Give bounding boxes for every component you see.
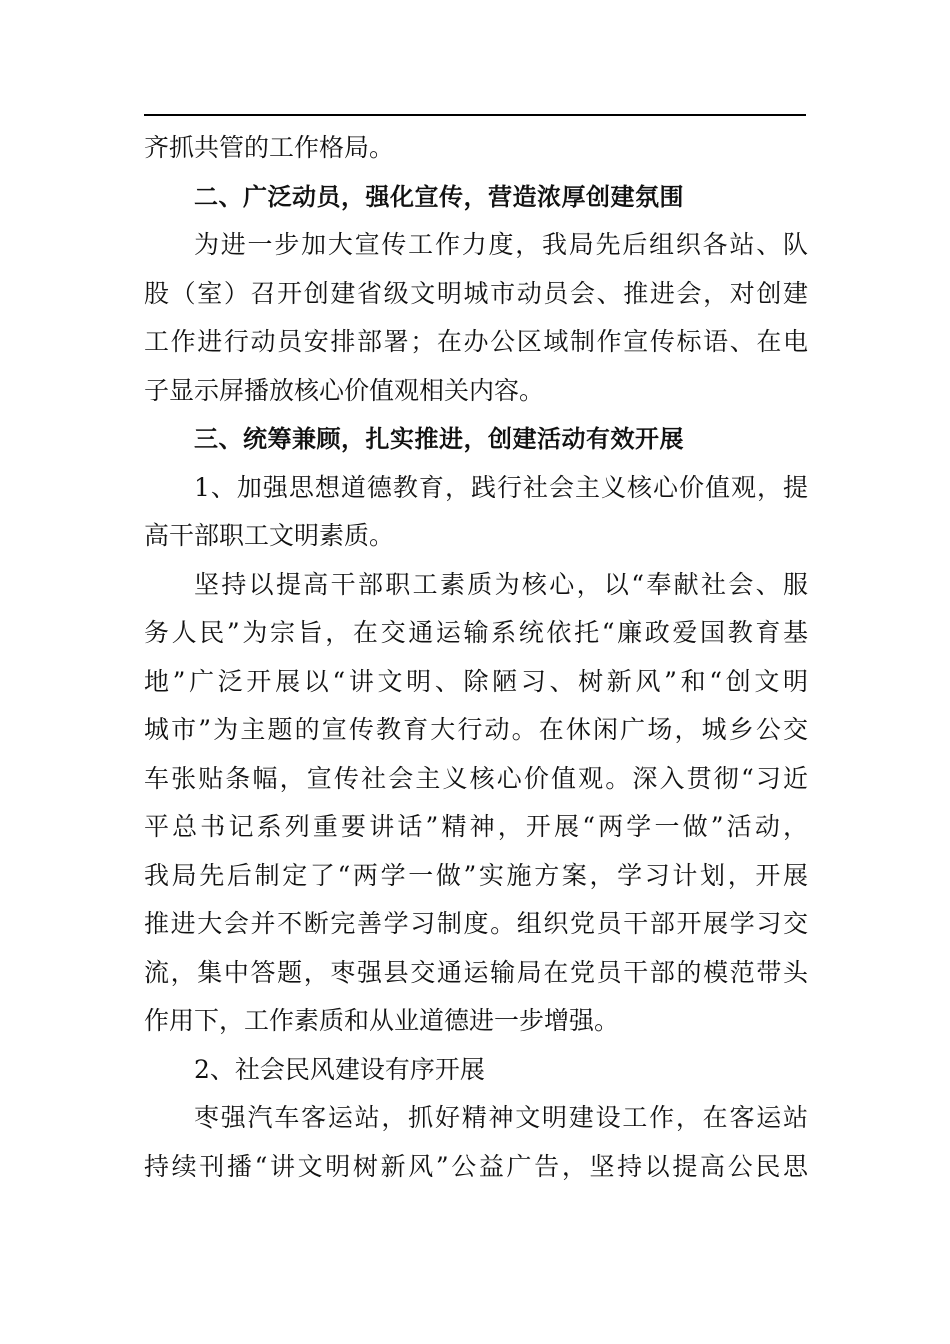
paragraph-line: 股（室）召开创建省级文明城市动员会、推进会，对创建 bbox=[144, 278, 808, 308]
header-rule bbox=[144, 114, 806, 116]
section-heading-3: 三、统筹兼顾，扎实推进，创建活动有效开展 bbox=[194, 425, 684, 453]
paragraph-line: 城市”为主题的宣传教育大行动。在休闲广场，城乡公交 bbox=[144, 715, 808, 744]
document-body bbox=[144, 124, 808, 1191]
section-heading-2: 二、广泛动员，强化宣传，营造浓厚创建氛围 bbox=[194, 182, 684, 211]
paragraph-line: 工作进行动员安排部署；在办公区域制作宣传标语、在电 bbox=[144, 327, 808, 356]
paragraph-line: 为进一步加大宣传工作力度，我局先后组织各站、队 bbox=[194, 230, 808, 259]
paragraph-line: 务人民”为宗旨，在交通运输系统依托“廉政爱国教育基 bbox=[144, 618, 808, 647]
paragraph-line: 作用下，工作素质和从业道德进一步增强。 bbox=[144, 1006, 620, 1035]
paragraph-line: 子显示屏播放核心价值观相关内容。 bbox=[144, 375, 545, 405]
paragraph-line: 流，集中答题，枣强县交通运输局在党员干部的模范带头 bbox=[144, 957, 808, 987]
paragraph-line: 平总书记系列重要讲话”精神，开展“两学一做”活动， bbox=[144, 812, 808, 841]
paragraph-line: 枣强汽车客运站，抓好精神文明建设工作，在客运站 bbox=[194, 1103, 808, 1132]
paragraph-line: 持续刊播“讲文明树新风”公益广告，坚持以提高公民思 bbox=[144, 1151, 808, 1181]
subsection-title-line: 1、加强思想道德教育，践行社会主义核心价值观，提 bbox=[194, 472, 808, 502]
paragraph-line: 地”广泛开展以“讲文明、除陋习、树新风”和“创文明 bbox=[144, 666, 808, 696]
paragraph-line: 齐抓共管的工作格局。 bbox=[144, 133, 395, 162]
subsection-title-line: 高干部职工文明素质。 bbox=[144, 521, 395, 550]
paragraph-line: 车张贴条幅，宣传社会主义核心价值观。深入贯彻“习近 bbox=[144, 763, 808, 793]
paragraph-line: 推进大会并不断完善学习制度。组织党员干部开展学习交 bbox=[144, 909, 808, 938]
paragraph-line: 我局先后制定了“两学一做”实施方案，学习计划，开展 bbox=[144, 860, 808, 890]
subsection-title-line: 2、社会民风建设有序开展 bbox=[194, 1054, 485, 1084]
paragraph-line: 坚持以提高干部职工素质为核心，以“奉献社会、服 bbox=[194, 569, 808, 599]
